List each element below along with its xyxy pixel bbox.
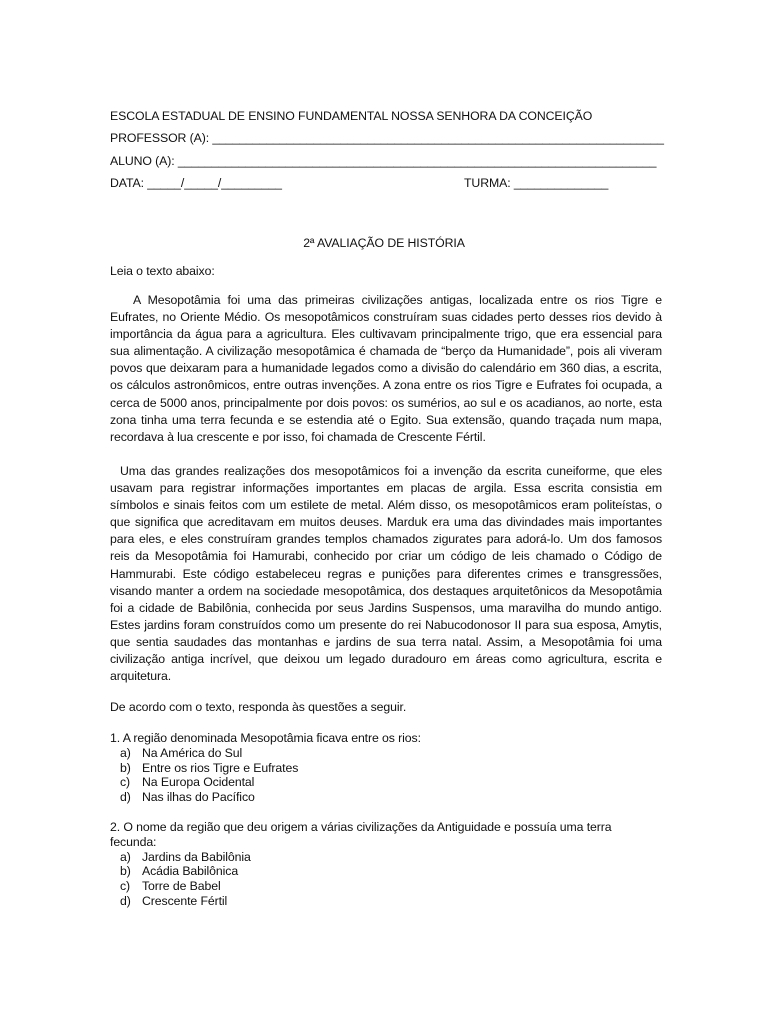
instruction-text: De acordo com o texto, responda às questões a seguir.: [110, 700, 407, 714]
option-d[interactable]: d) Nas ilhas do Pacífico: [120, 790, 255, 805]
option-a[interactable]: a) Na América do Sul: [120, 745, 243, 760]
question-stem: 1. A região denominada Mesopotâmia ficava entre os rios:: [110, 731, 421, 745]
option-c[interactable]: c) Na Europa Ocidental: [120, 775, 255, 790]
question-2: [110, 820, 640, 909]
text-paragraph-2: Uma das grandes realizações dos mesopotâmicos foi a invenção da escrita cuneiforme, que eles usavam para registrar informações importantes em placas de argila. Essa escrita consistia em símbolos e sinais feitos com um estilete de metal. Além disso, os mesopotâmicos eram politeístas, o que significa que acreditavam em muitos deuses. Marduk era uma das divindades mais importantes para eles, e eles construíram grandes templos chamados zigurates para adorá-lo. Um dos famosos reis da Mesopotâmia foi Hamurabi, conhecido por criar um código de leis chamado o Código de Hammurabi. Este código estabeleceu regras e punições para diferentes crimes e transgressões, visando manter a ordem na sociedade mesopotâmica, dos destaques arquitetônicos da Mesopotâmia foi a cidade de Babilônia, conhecida por seus Jardins Suspensos, uma maravilha do mundo antigo. Estes jardins foram construídos como um presente do rei Nabucodonosor II para sua esposa, Amytis, que sentia saudades das montanhas e jardins de sua terra natal. Assim, a Mesopotâmia foi uma civilização antiga incrível, que deixou um legado duradouro em áreas como agricultura, escrita e arquitetura.: [110, 464, 662, 684]
class-field: TURMA: ______________: [464, 176, 609, 190]
date-field: DATA: _____/_____/_________: [110, 176, 282, 190]
exam-title: 2ª AVALIAÇÃO DE HISTÓRIA: [303, 236, 465, 250]
option-b[interactable]: b) Entre os rios Tigre e Eufrates: [120, 760, 299, 775]
text-paragraph-1: A Mesopotâmia foi uma das primeiras civilizações antigas, localizada entre os rios Tigre e Eufrates, no Oriente Médio. Os mesopotâmicos construíram suas cidades perto desses rios devido à importância da água para a agricultura. Eles cultivavam principalmente trigo, que era essencial para sua alimentação. A civilização mesopotâmica é chamada de “berço da Humanidade”, pois ali viveram povos que deixaram para a humanidade legados como a divisão do calendário em 360 dias, a escrita, os cálculos astronômicos, entre outras invenções. A zona entre os rios Tigre e Eufrates foi ocupada, a cerca de 5000 anos, principalmente por dois povos: os sumérios, ao sul e os acadianos, ao norte, esta zona tinha uma terra fecunda e se estendia até o Egito. Sua extensão, quando traçada num mapa, recordava à lua crescente e por isso, foi chamada de Crescente Fértil.: [110, 293, 662, 444]
question-1: [110, 731, 662, 805]
option-b[interactable]: b) Acádia Babilônica: [120, 864, 239, 879]
school-name: ESCOLA ESTADUAL DE ENSINO FUNDAMENTAL NOSSA SENHORA DA CONCEIÇÃO: [110, 109, 593, 123]
option-a[interactable]: a) Jardins da Babilônia: [120, 849, 251, 864]
option-c[interactable]: c) Torre de Babel: [120, 879, 221, 894]
professor-field: PROFESSOR (A): ___________________________________________________________________: [110, 131, 664, 145]
option-d[interactable]: d) Crescente Fértil: [120, 893, 228, 908]
question-stem: 2. O nome da região que deu origem a várias civilizações da Antiguidade e possuía uma terra fecunda:: [110, 820, 612, 849]
student-field: ALUNO (A): _______________________________________________________________________: [110, 154, 657, 168]
intro-text: Leia o texto abaixo:: [110, 264, 215, 278]
